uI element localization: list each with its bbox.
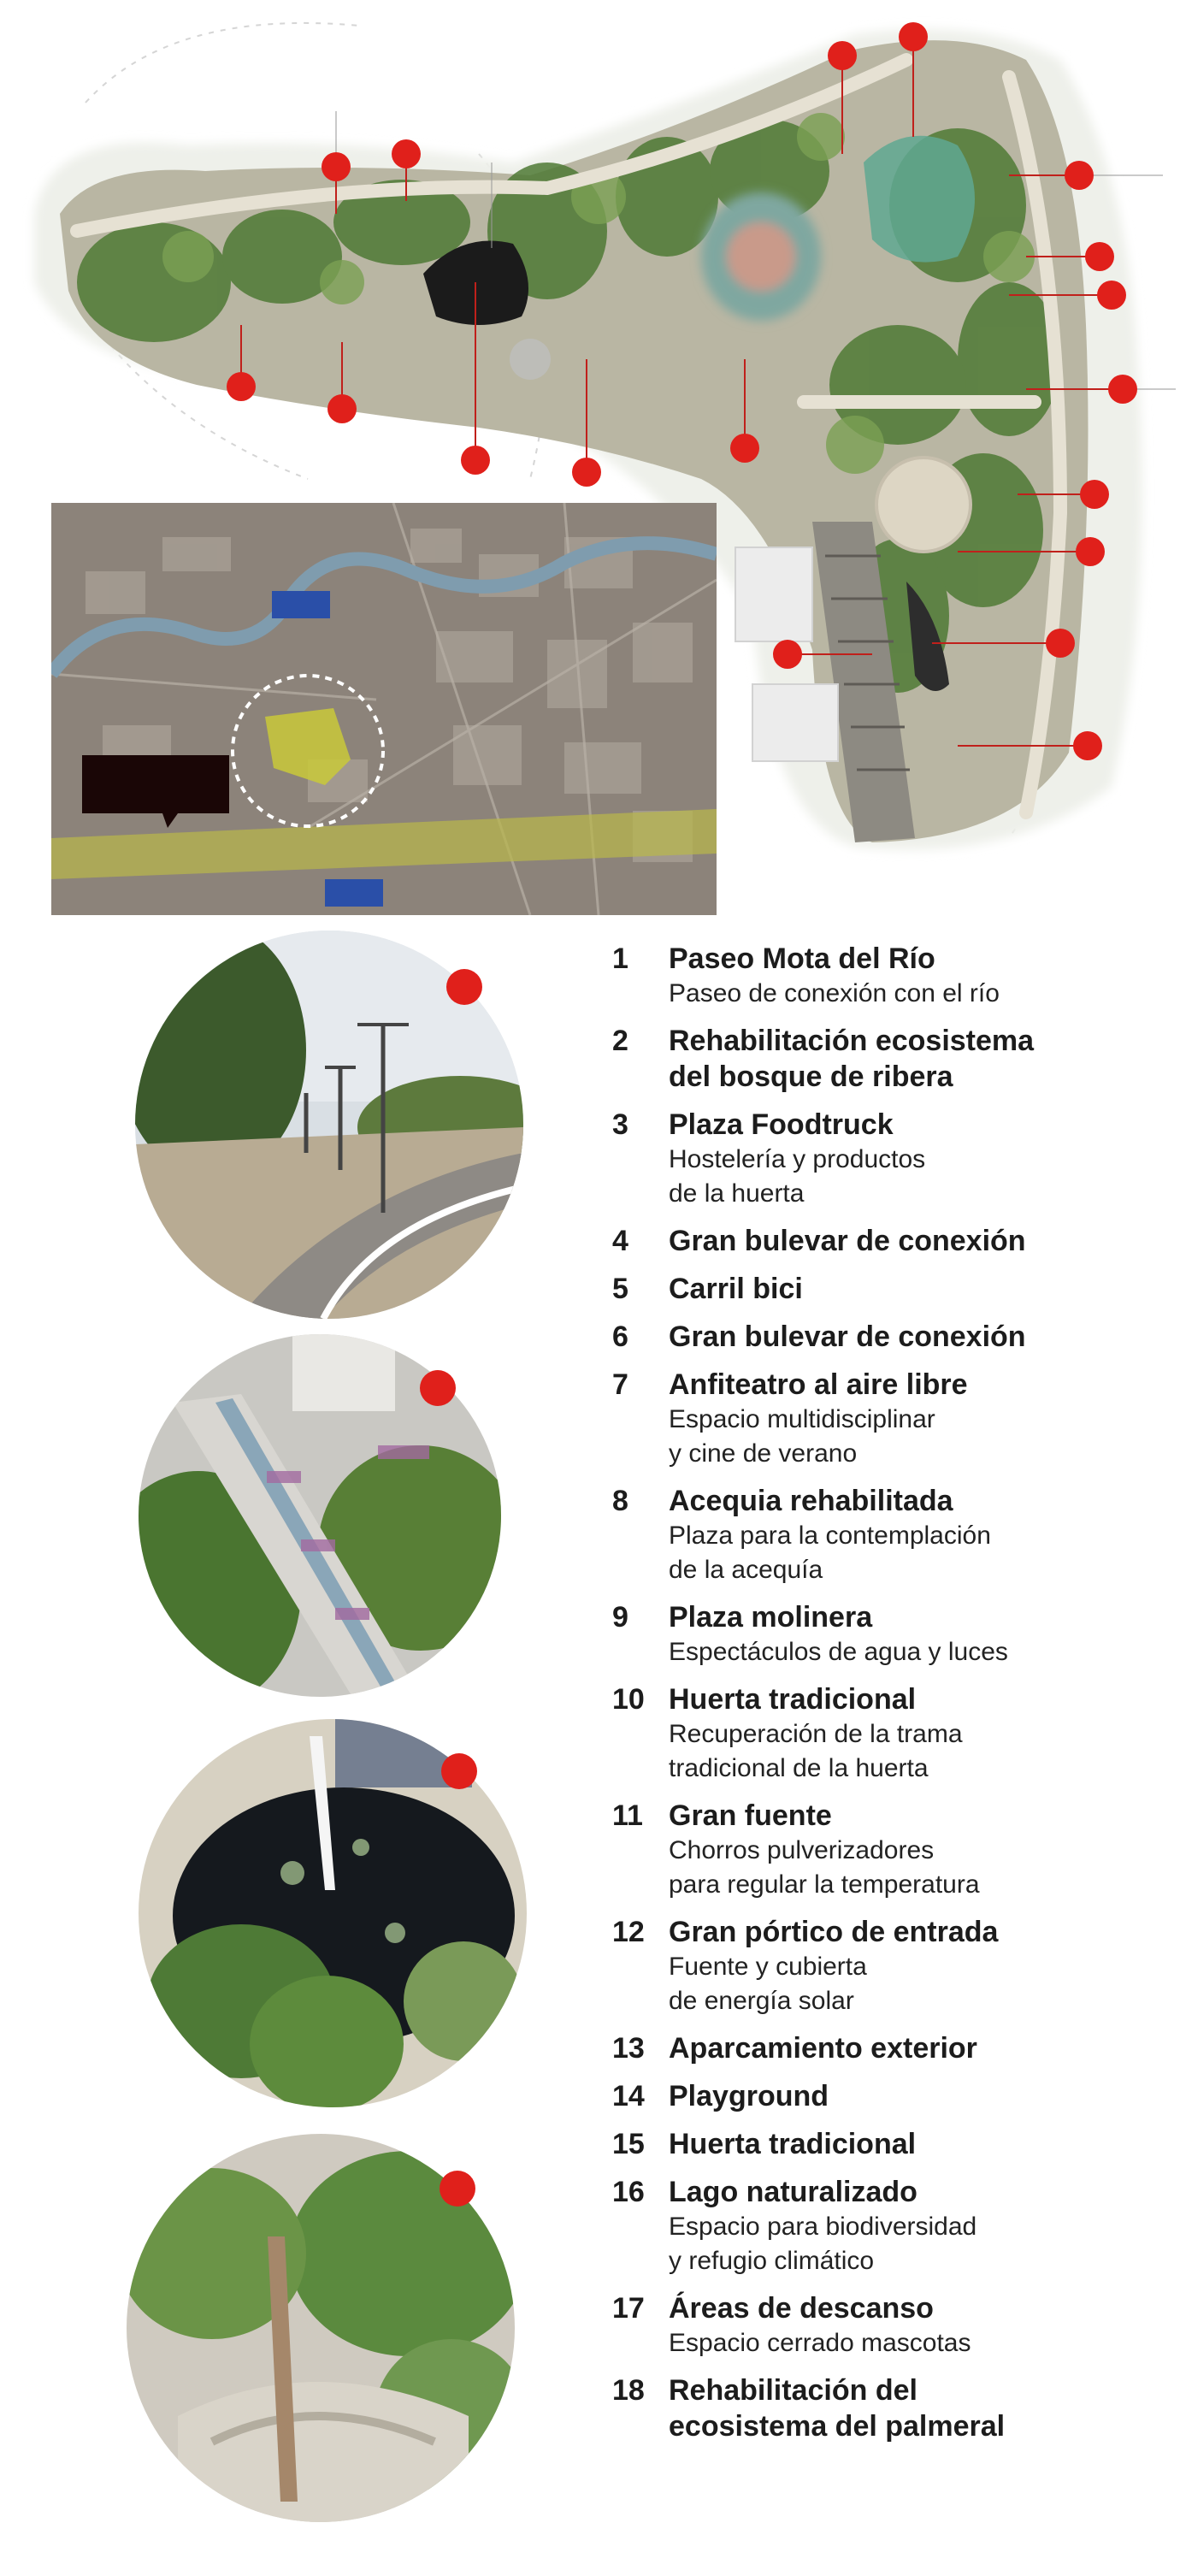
legend-number: 8 (612, 1485, 628, 1517)
legend-item (612, 1483, 1159, 1587)
legend-description: Paseo de conexión con el río (669, 979, 1000, 1007)
legend-item (612, 2078, 1159, 2114)
legend-item (612, 1798, 1159, 1902)
legend-number: 14 (612, 2080, 645, 2112)
legend-title: Paseo Mota del Río (669, 942, 935, 975)
legend-item (612, 1914, 1159, 2018)
legend-title: Acequia rehabilitada (669, 1485, 953, 1517)
legend-number: 12 (612, 1916, 645, 1948)
legend-item (612, 1367, 1159, 1471)
legend-number: 17 (612, 2292, 645, 2325)
legend-title: Lago naturalizado (669, 2176, 917, 2208)
legend-description: Espacio para biodiversidad y refugio climático (669, 2213, 977, 2275)
red-dot-icon (440, 2171, 475, 2207)
legend-item (612, 1107, 1159, 1211)
red-dot-icon (420, 1370, 456, 1406)
location-map (51, 503, 717, 915)
park-legend (612, 941, 1159, 2456)
legend-item (612, 1599, 1159, 1669)
legend-number: 3 (612, 1108, 628, 1141)
legend-item (612, 2372, 1159, 2444)
legend-description: Espacio multidisciplinar y cine de verano (669, 1405, 935, 1468)
location-map-drawing (51, 503, 717, 915)
legend-number: 11 (612, 1799, 643, 1832)
legend-number: 18 (612, 2374, 645, 2407)
legend-title: Áreas de descanso (669, 2292, 934, 2325)
legend-title: Huerta tradicional (669, 2128, 917, 2160)
legend-title: Aparcamiento exterior (669, 2032, 977, 2065)
legend-number: 16 (612, 2176, 645, 2208)
legend-title: Carril bici (669, 1273, 803, 1305)
small-plaza (510, 339, 551, 380)
legend-number: 4 (612, 1225, 628, 1257)
legend-description: Chorros pulverizadores para regular la temperatura (669, 1836, 980, 1899)
legend-title: Rehabilitación del ecosistema del palmeral (669, 2374, 1006, 2443)
legend-description: Hostelería y productos de la huerta (669, 1145, 926, 1208)
legend-number: 2 (612, 1025, 628, 1057)
blue-label-box-north (272, 591, 330, 618)
legend-number: 5 (612, 1273, 628, 1305)
legend-item (612, 2126, 1159, 2162)
legend-title: Plaza molinera (669, 1601, 873, 1634)
legend-title: Gran bulevar de conexión (669, 1320, 1026, 1353)
legend-item (612, 2174, 1159, 2278)
legend-title: Playground (669, 2080, 829, 2112)
legend-description: Espacio cerrado mascotas (669, 2329, 971, 2357)
legend-item (612, 941, 1159, 1011)
legend-description: Plaza para la contemplación de la acequía (669, 1521, 991, 1584)
legend-item (612, 2030, 1159, 2066)
legend-title: Anfiteatro al aire libre (669, 1368, 968, 1401)
legend-title: Gran bulevar de conexión (669, 1225, 1026, 1257)
legend-item (612, 1023, 1159, 1095)
round-plaza (876, 458, 971, 552)
legend-title: Gran fuente (669, 1799, 832, 1832)
legend-number: 9 (612, 1601, 628, 1634)
legend-number: 15 (612, 2128, 645, 2160)
legend-title: Rehabilitación ecosistema del bosque de ribera (669, 1025, 1035, 1093)
legend-item (612, 1319, 1159, 1355)
legend-item (612, 2290, 1159, 2360)
legend-item (612, 1271, 1159, 1307)
legend-description: Recuperación de la trama tradicional de la huerta (669, 1720, 963, 1782)
water-play-area (864, 136, 975, 263)
red-dot-icon (446, 969, 482, 1005)
legend-title: Plaza Foodtruck (669, 1108, 894, 1141)
legend-description: Fuente y cubierta de energía solar (669, 1953, 867, 2015)
red-dot-icon (441, 1753, 477, 1789)
legend-item (612, 1223, 1159, 1259)
legend-title: Huerta tradicional (669, 1683, 917, 1716)
legend-number: 6 (612, 1320, 628, 1353)
legend-number: 1 (612, 942, 628, 975)
playground-blurred (701, 192, 821, 321)
legend-number: 10 (612, 1683, 645, 1716)
legend-title: Gran pórtico de entrada (669, 1916, 999, 1948)
legend-number: 13 (612, 2032, 645, 2065)
legend-item (612, 1681, 1159, 1786)
blue-label-box-south (325, 879, 383, 907)
legend-description: Espectáculos de agua y luces (669, 1638, 1008, 1666)
legend-number: 7 (612, 1368, 628, 1401)
